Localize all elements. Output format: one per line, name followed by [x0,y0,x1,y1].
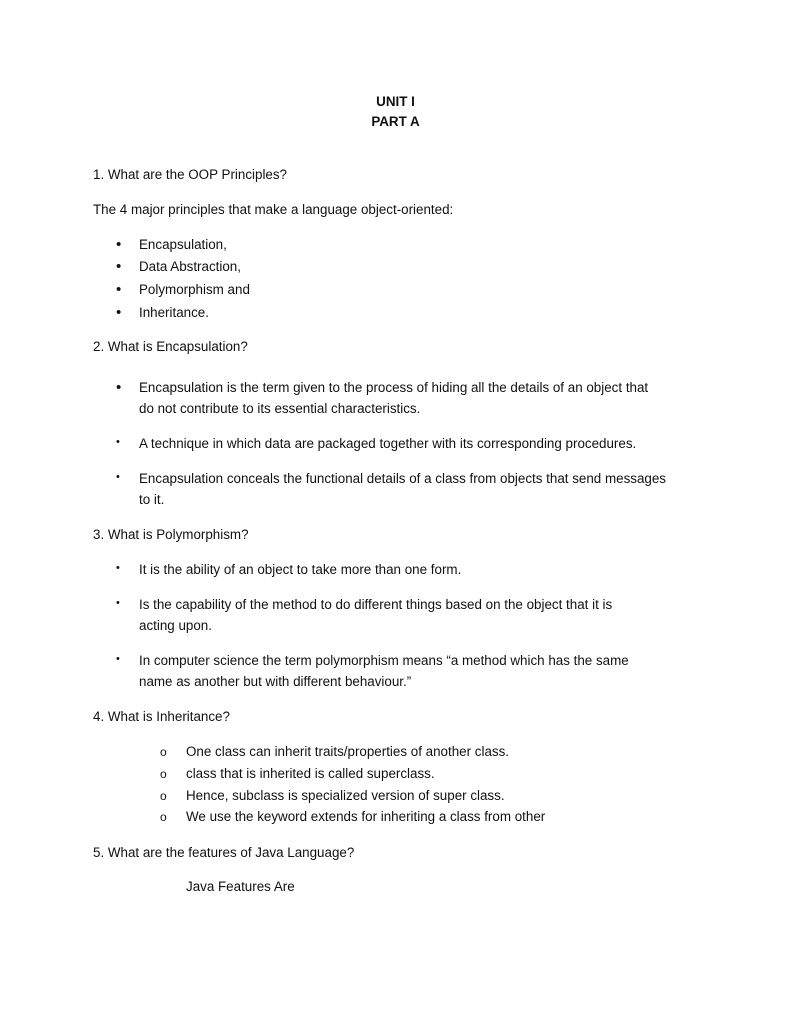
bullet-icon: • [116,597,120,609]
list-item: Encapsulation is the term given to the process of hiding all the details of an object that do not contribute to its essential characteristics. [139,380,649,416]
question-1-intro: The 4 major principles that make a language object-oriented: [93,202,454,217]
question-5-subheading: Java Features Are [186,879,295,894]
question-3: 3. What is Polymorphism? [93,527,249,542]
bullet-icon: • [116,258,122,275]
list-item: Inheritance. [139,305,209,320]
bullet-icon: • [116,471,120,483]
bullet-icon: • [116,281,122,298]
circle-bullet-icon: o [160,810,167,824]
list-item: Polymorphism and [139,282,250,297]
bullet-icon: • [116,436,120,448]
question-4: 4. What is Inheritance? [93,709,230,724]
bullet-icon: • [116,236,122,253]
question-1: 1. What are the OOP Principles? [93,167,288,182]
list-item: Encapsulation, [139,237,227,252]
bullet-icon: • [116,562,120,574]
bullet-icon: • [116,379,122,396]
list-item: Hence, subclass is specialized version of super class. [186,788,505,803]
question-5: 5. What are the features of Java Language? [93,845,355,860]
question-2: 2. What is Encapsulation? [93,339,248,354]
part-heading: PART A [371,114,420,129]
list-item: Data Abstraction, [139,259,241,274]
list-item: A technique in which data are packaged together with its corresponding procedures. [139,436,637,451]
unit-heading: UNIT I [376,94,415,109]
list-item: Encapsulation conceals the functional details of a class from objects that send messages to it. [139,471,666,507]
list-item: It is the ability of an object to take more than one form. [139,562,462,577]
circle-bullet-icon: o [160,745,167,759]
bullet-icon: • [116,653,120,665]
list-item: In computer science the term polymorphism means “a method which has the same name as another but with different behaviour.” [139,653,629,689]
list-item: class that is inherited is called superclass. [186,766,435,781]
circle-bullet-icon: o [160,789,167,803]
bullet-icon: • [116,304,122,321]
list-item: Is the capability of the method to do different things based on the object that it is acting upon. [139,597,613,633]
circle-bullet-icon: o [160,767,167,781]
list-item: One class can inherit traits/properties of another class. [186,744,510,759]
list-item: We use the keyword extends for inheriting a class from other [186,809,546,824]
